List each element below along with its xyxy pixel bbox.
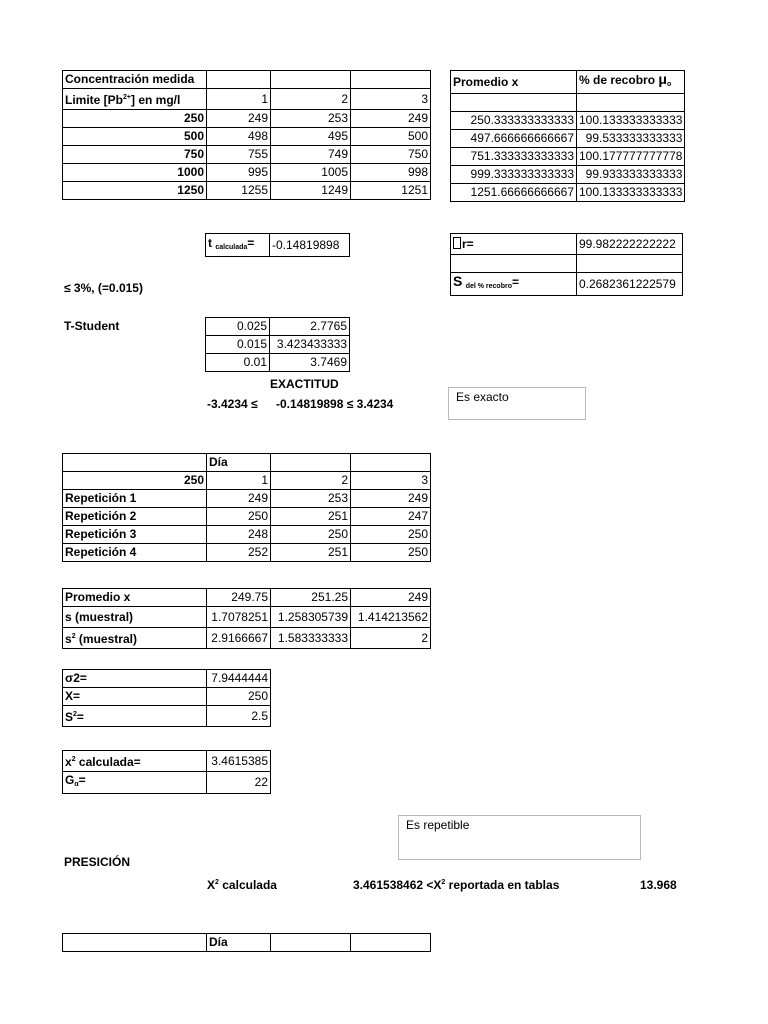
table-row: 750 755 749 750	[63, 146, 431, 164]
s-recovery-value: 0.2682361222579	[577, 273, 683, 296]
table-row: 497.666666666667 99.533333333333	[451, 130, 685, 148]
table-row: 500 498 495 500	[63, 128, 431, 146]
table-row: $S^2=$ 2.5	[63, 706, 271, 727]
exact-result-box: Es exacto	[448, 387, 586, 420]
s-recovery-label: S $_{del \% recobro}$=	[451, 273, 577, 296]
dia-header-2: Día	[207, 934, 271, 952]
row-label: 500	[63, 128, 207, 146]
table-row: 0.015 3.423433333	[206, 336, 350, 354]
table-row: 1250 1255 1249 1251	[63, 182, 431, 200]
t-student-label: T-Student	[64, 319, 120, 333]
table-row: Repetición 1 249 253 249	[63, 490, 431, 508]
table-row: 0.025 2.7765	[206, 318, 350, 336]
r-label: r=	[451, 234, 577, 255]
table-row: 250.333333333333 100.133333333333	[451, 112, 685, 130]
x2-calculated-label: $X^2$ calculada	[207, 878, 277, 892]
table-row: $s^2$ (muestral) 2.9166667 1.583333333 2	[63, 628, 431, 649]
recovery-table	[450, 70, 685, 202]
r-value: 99.982222222222	[577, 234, 683, 255]
day-table-partial	[62, 933, 431, 952]
row-label: 1250	[63, 182, 207, 200]
t-student-table	[205, 317, 350, 372]
table-row: Repetición 3 248 250 250	[63, 526, 431, 544]
table-row: 1251.66666666667 100.133333333333	[451, 184, 685, 202]
x2-table-value: 13.968	[640, 878, 677, 892]
row-label: 750	[63, 146, 207, 164]
table-row: 250 249 253 249	[63, 110, 431, 128]
promedio-header: Promedio x	[451, 71, 577, 94]
col-header-2: 2	[271, 89, 351, 110]
table-row: σ2= 7.9444444	[63, 670, 271, 688]
table-row: X= 250	[63, 688, 271, 706]
concentration-label: 250	[63, 472, 207, 490]
variance-table	[62, 669, 271, 727]
table-row: s (muestral) 1.7078251 1.258305739 1.414213562	[63, 607, 431, 628]
t-calculated-table	[205, 233, 350, 257]
table-row: 0.01 3.7469	[206, 354, 350, 372]
x2-comparison: $3.461538462 <X^2$ reportada en tablas	[353, 878, 560, 892]
table-row: $x^2$ calculada= 3.4615385	[63, 751, 271, 772]
concentration-table	[62, 70, 431, 200]
table-row: Promedio x 249.75 251.25 249	[63, 589, 431, 607]
recobro-header: % de recobro $\mu_o$	[577, 71, 685, 94]
row-label: 250	[63, 110, 207, 128]
table-row: 1000 995 1005 998	[63, 164, 431, 182]
col-header-1: 1	[207, 89, 271, 110]
repeatable-result-box: Es repetible	[398, 815, 641, 860]
chi-square-table	[62, 750, 271, 794]
exactitud-left: -3.4234 ≤	[207, 397, 258, 411]
limit-header-label: Limite $[Pb^{2+}]$ en mg/l	[63, 89, 207, 110]
exactitud-title: EXACTITUD	[270, 377, 339, 391]
precision-title: PRESICIÓN	[64, 855, 131, 869]
exactitud-right: -0.14819898 ≤ 3.4234	[276, 397, 394, 411]
t-calculated-label: t $_{calculada}$=	[206, 234, 270, 257]
dia-header: Día	[207, 454, 271, 472]
recovery-stats-table	[450, 233, 683, 296]
t-calculated-value: -0.14819898	[270, 234, 350, 257]
table-row: $G_\alpha=$ 22	[63, 772, 271, 794]
conc-header-label: Concentración medida	[63, 71, 207, 89]
table-row: Repetición 2 250 251 247	[63, 508, 431, 526]
stats-table	[62, 588, 431, 649]
row-label: 1000	[63, 164, 207, 182]
repetition-table: Día 250 1 2 3 Repetición 1 249 253 249 Repetición 2 250 251 247 Repetición 3 248 250 250 Repetición 4 252 251 250	[62, 453, 431, 562]
table-row: 999.333333333333 99.933333333333	[451, 166, 685, 184]
table-row: Repetición 4 252 251 250	[63, 544, 431, 562]
criterion-text: ≤ 3%, (=0.015)	[64, 281, 143, 295]
col-header-3: 3	[351, 89, 431, 110]
table-row: 751.333333333333 100.177777777778	[451, 148, 685, 166]
